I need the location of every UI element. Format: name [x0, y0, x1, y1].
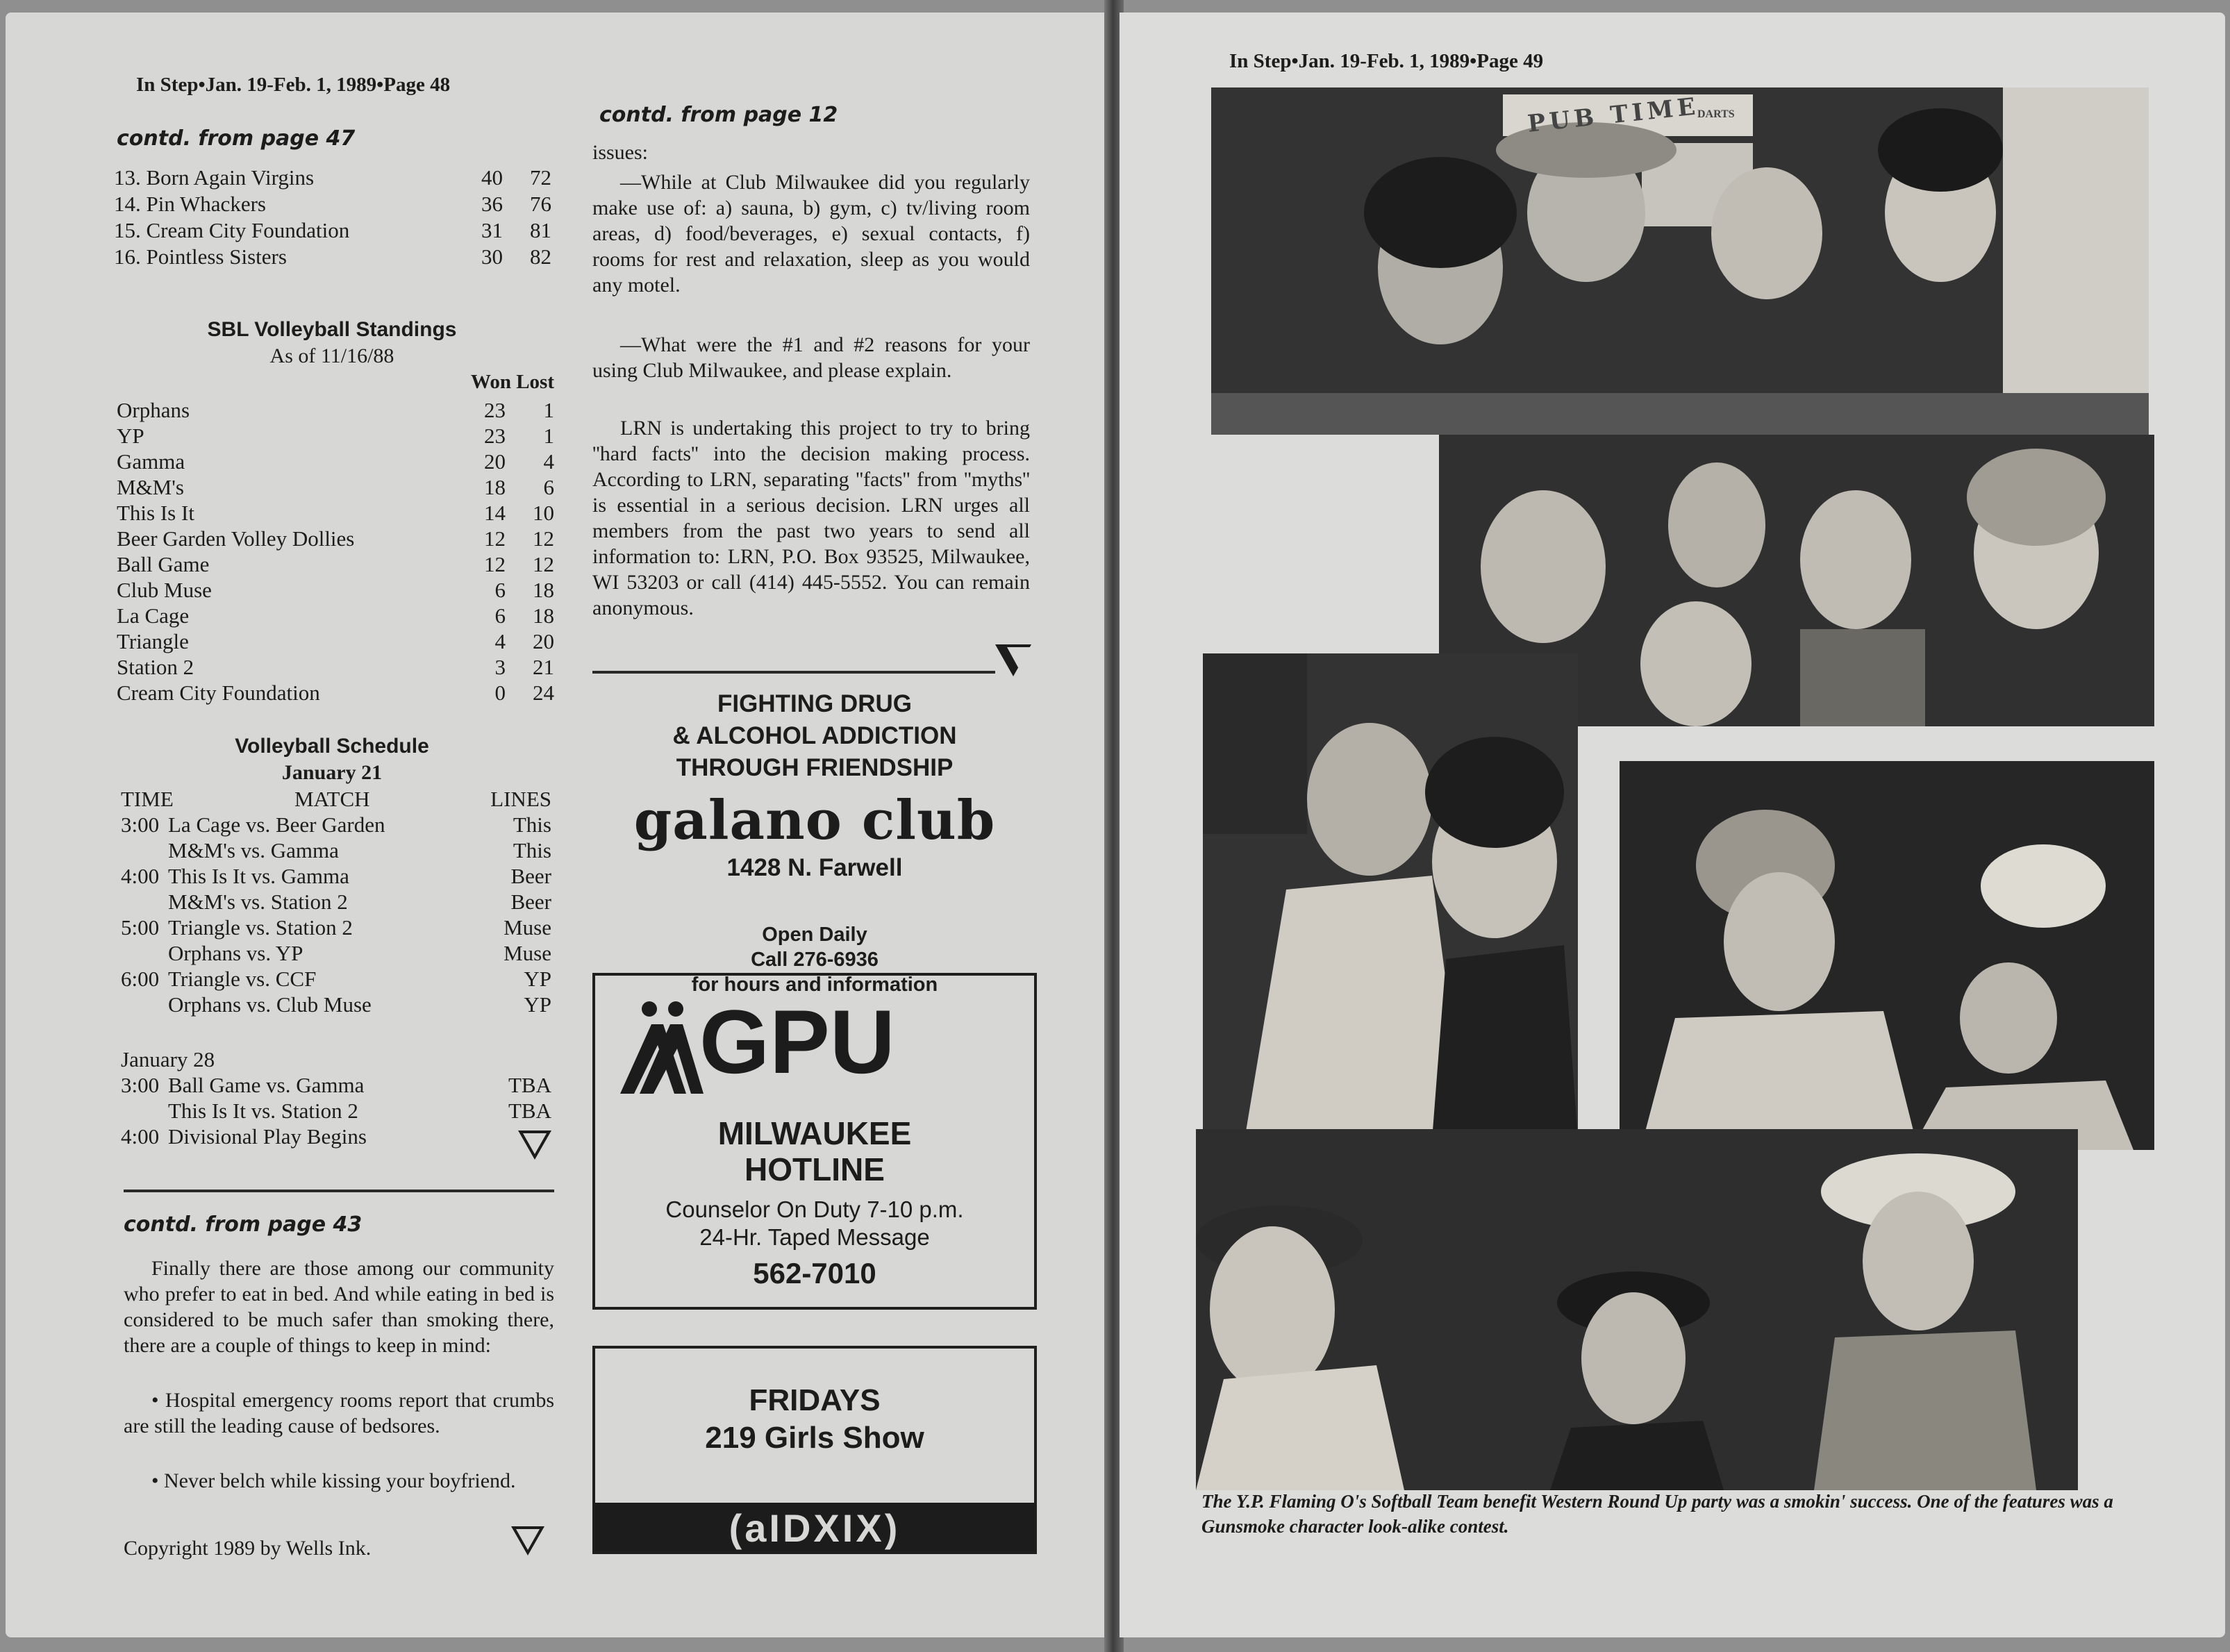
list-item: 14. Pin Whackers 36 76	[114, 192, 551, 216]
table-row: 4:00 This Is It vs. Gamma Beer	[121, 864, 551, 888]
table-row: 3:00 Ball Game vs. Gamma TBA	[121, 1073, 551, 1097]
divider	[124, 1190, 554, 1192]
ad-line: FIGHTING DRUG	[717, 690, 912, 717]
table-row: Ball Game 12 12	[117, 552, 554, 576]
ad-logo-bar	[595, 1503, 1034, 1551]
paragraph: LRN is undertaking this project to try to bring ''hard facts'' into the decision making process. According to LRN, separating ''facts'' from ''myths'' is essential in a serious decision. LRN urges all members from the past two years to send all information to: LRN, P.O. Box 93525, Milwaukee, WI 53203 or call (414) 445-5552. You can remain anonymous.	[592, 417, 1030, 619]
table-row: YP 23 1	[117, 424, 554, 448]
contd-label-12: contd. from page 12	[599, 103, 838, 127]
table-row: This Is It vs. Station 2 TBA	[168, 1099, 551, 1123]
schedule-header-row: TIME MATCH LINES	[121, 787, 551, 811]
right-column	[592, 103, 1037, 1561]
standings-header: Won Lost	[470, 371, 554, 393]
copyright: Copyright 1989 by Wells Ink.	[124, 1537, 372, 1560]
paragraph: Finally there are those among our community who prefer to eat in bed. And while eating in bed is considered to be much safer than smoking there, there are a couple of things to keep in mind:	[124, 1257, 554, 1357]
table-row: 3:00 La Cage vs. Beer Garden This	[121, 812, 551, 837]
table-row: M&M's 18 6	[117, 475, 554, 499]
gpu-hotline-ad	[592, 973, 1037, 1310]
top-list	[114, 165, 551, 276]
photo-couple	[1203, 653, 1578, 1140]
table-row: Gamma 20 4	[117, 449, 554, 474]
table-row: M&M's vs. Gamma This	[168, 838, 551, 862]
ad-line: for hours and information	[691, 974, 938, 996]
ad-line: & ALCOHOL ADDICTION	[672, 722, 957, 749]
paragraph: • Never belch while kissing your boyfriend.	[151, 1469, 516, 1492]
darts-sign: DARTS	[1697, 108, 1735, 120]
standings-date: As of 11/16/88	[269, 344, 394, 367]
photo-cowboys	[1196, 1129, 2078, 1490]
ad-line: Open Daily	[762, 924, 867, 946]
address: 1428 N. Farwell	[726, 854, 903, 881]
table-row: Triangle 4 20	[117, 629, 554, 653]
paragraph: • Hospital emergency rooms report that crumbs are still the leading cause of bedsores.	[124, 1389, 554, 1437]
photo-pub-time	[1211, 87, 2149, 435]
list-item: 16. Pointless Sisters 30 82	[114, 244, 551, 269]
schedule-date: January 21	[281, 761, 383, 784]
phone: 562-7010	[753, 1257, 876, 1290]
list-item: 13. Born Again Virgins 40 72	[114, 165, 551, 190]
question-1: —While at Club Milwaukee did you regularly make use of: a) sauna, b) gym, c) tv/living room areas, d) food/beverages, e) sexual contacts, f) rooms for rest and relaxation, sleep as you would any motel.	[592, 171, 1030, 297]
right-page	[1120, 12, 2225, 1637]
schedule-table	[121, 787, 551, 1023]
table-row: Orphans vs. YP Muse	[168, 941, 551, 965]
standings-table	[117, 398, 554, 724]
table-row: M&M's vs. Station 2 Beer	[168, 890, 551, 914]
gpu-logo-icon	[620, 996, 704, 1094]
table-row: 5:00 Triangle vs. Station 2 Muse	[121, 915, 551, 940]
table-row: Club Muse 6 18	[117, 578, 554, 602]
schedule2-table	[121, 1073, 551, 1156]
table-row: This Is It 14 10	[117, 501, 554, 525]
issues-label: issues:	[592, 141, 649, 164]
table-row: 4:00 Divisional Play Begins	[121, 1124, 367, 1149]
ad-line: THROUGH FRIENDSHIP	[676, 754, 954, 781]
left-column	[110, 110, 554, 1568]
table-row: Orphans 23 1	[117, 398, 554, 422]
ad-line: HOTLINE	[744, 1151, 885, 1187]
table-row: Station 2 3 21	[117, 655, 554, 679]
galano-club-logo: galano club	[633, 789, 996, 852]
schedule-title: Volleyball Schedule	[235, 735, 429, 758]
end-triangle-inner	[1007, 647, 1031, 669]
running-head-left: In Step•Jan. 19-Feb. 1, 1989•Page 48	[136, 74, 451, 96]
fridays-ad	[592, 1346, 1037, 1554]
table-row: 6:00 Triangle vs. CCF YP	[121, 967, 551, 991]
list-item: 15. Cream City Foundation 31 81	[114, 218, 551, 242]
end-triangle-icon	[511, 1526, 544, 1555]
pub-time-sign: PUB TIME	[1526, 92, 1701, 138]
ad-line: FRIDAYS	[749, 1383, 881, 1417]
photo-caption: The Y.P. Flaming O's Softball Team benefit Western Round Up party was a smokin' success. One of the features was a Gunsmoke character look-alike contest.	[1201, 1491, 2113, 1537]
ad-line: 219 Girls Show	[705, 1421, 924, 1455]
table-row: Beer Garden Volley Dollies 12 12	[117, 526, 554, 551]
phone: Call 276-6936	[751, 949, 879, 971]
photo-feathers	[1620, 761, 2154, 1150]
ad-line: Counselor On Duty 7-10 p.m.	[665, 1196, 964, 1222]
contd-label-43: contd. from page 43	[124, 1212, 363, 1237]
schedule2-date: January 28	[121, 1047, 215, 1071]
contd-label-47: contd. from page 47	[117, 126, 356, 151]
standings-title: SBL Volleyball Standings	[207, 318, 457, 341]
table-row: Orphans vs. Club Muse YP	[168, 992, 551, 1017]
table-row: La Cage 6 18	[117, 603, 554, 628]
question-2: —What were the #1 and #2 reasons for your using Club Milwaukee, and please explain.	[592, 333, 1030, 382]
ad-line: 24-Hr. Taped Message	[699, 1224, 930, 1250]
photo-collage	[1203, 87, 2154, 1476]
gpu-logo-text: GPU	[699, 991, 895, 1092]
ad-logo: (aIDXIX)	[729, 1506, 901, 1550]
ad-line: MILWAUKEE	[717, 1115, 912, 1151]
running-head-right: In Step•Jan. 19-Feb. 1, 1989•Page 49	[1229, 50, 1544, 72]
end-triangle-icon	[518, 1130, 551, 1160]
left-page	[6, 12, 1108, 1637]
table-row: Cream City Foundation 0 24	[117, 681, 554, 705]
